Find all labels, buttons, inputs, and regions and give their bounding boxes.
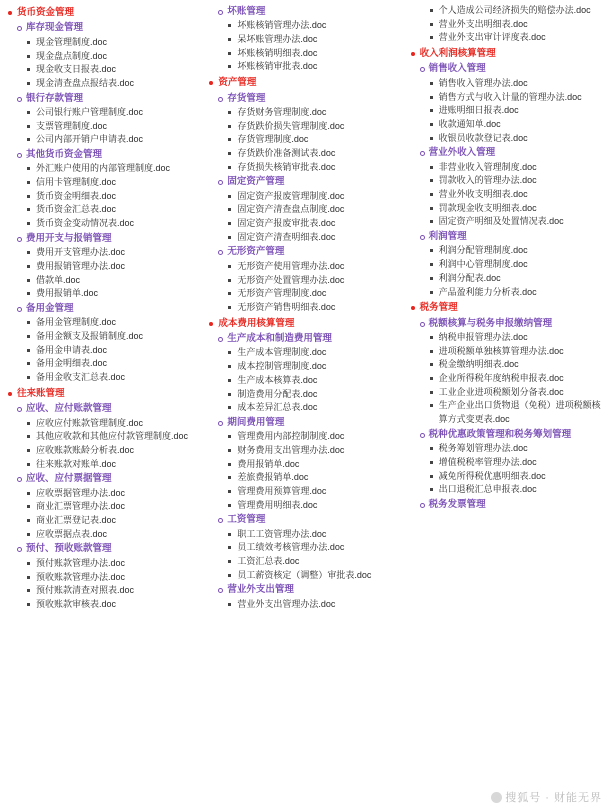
document-item[interactable]: 制造费用分配表.doc [207,388,400,402]
outline-list-1 [6,6,199,612]
document-item[interactable]: 费用报销单.doc [207,458,400,472]
document-item[interactable]: 销售方式与收入计量的管理办法.doc [409,91,602,105]
document-item[interactable]: 收款通知单.doc [409,118,602,132]
document-item[interactable]: 应收票据管理办法.doc [6,487,199,501]
document-item[interactable]: 外汇账户使用的内部管理制度.doc [6,162,199,176]
document-item[interactable]: 员工绩效考核管理办法.doc [207,541,400,555]
document-item[interactable]: 备用金明细表.doc [6,357,199,371]
subsection-heading: 银行存款管理 [6,92,199,106]
document-item[interactable]: 商业汇票管理办法.doc [6,500,199,514]
document-item[interactable]: 无形资产销售明细表.doc [207,301,400,315]
subsection-heading: 应收、应付账款管理 [6,402,199,416]
document-item[interactable]: 成本差异汇总表.doc [207,401,400,415]
document-item[interactable]: 预付账款清查对照表.doc [6,584,199,598]
document-item[interactable]: 存货管理制度.doc [207,133,400,147]
document-item[interactable]: 现金收支日报表.doc [6,63,199,77]
document-item[interactable]: 公司内部开销户申请表.doc [6,133,199,147]
document-item[interactable]: 进账明细日报表.doc [409,104,602,118]
document-item[interactable]: 固定资产清查盘点制度.doc [207,203,400,217]
document-item[interactable]: 呆坏账管理办法.doc [207,33,400,47]
document-item[interactable]: 营业外支出管理办法.doc [207,598,400,612]
document-item[interactable]: 固定资产报废审批表.doc [207,217,400,231]
subsection-heading: 预付、预收账款管理 [6,542,199,556]
document-item[interactable]: 货币资金变动情况表.doc [6,217,199,231]
document-item[interactable]: 无形资产使用管理办法.doc [207,260,400,274]
section-heading: 成本费用核算管理 [207,317,400,331]
watermark [491,789,602,805]
document-item[interactable]: 商业汇票登记表.doc [6,514,199,528]
document-item[interactable]: 无形资产处置管理办法.doc [207,274,400,288]
document-item[interactable]: 备用金管理制度.doc [6,316,199,330]
document-item[interactable]: 出口退税汇总申报表.doc [409,483,602,497]
document-item[interactable]: 生产成本核算表.doc [207,374,400,388]
document-item[interactable]: 备用金收支汇总表.doc [6,371,199,385]
document-item[interactable]: 信用卡管理制度.doc [6,176,199,190]
document-item[interactable]: 预收账款审核表.doc [6,598,199,612]
document-item[interactable]: 应收应付账款管理制度.doc [6,417,199,431]
section-heading: 收入利润核算管理 [409,47,602,61]
document-item[interactable]: 备用金申请表.doc [6,344,199,358]
document-item[interactable]: 营业外收支明细表.doc [409,188,602,202]
document-item[interactable]: 现金管理制度.doc [6,36,199,50]
watermark-text: 搜狐号 · 财能无界 [505,792,602,804]
document-item[interactable]: 预付账款管理办法.doc [6,557,199,571]
watermark-logo-icon [491,792,502,803]
document-item[interactable]: 生产企业出口货物退（免税）进项税额核算方式变更表.doc [409,399,602,426]
document-item[interactable]: 财务费用支出管理办法.doc [207,444,400,458]
document-item[interactable]: 坏账核销管理办法.doc [207,19,400,33]
document-item[interactable]: 企业所得税年度纳税申报表.doc [409,372,602,386]
document-item[interactable]: 固定资产明细及处置情况表.doc [409,215,602,229]
document-item[interactable]: 存货跌价损失管理制度.doc [207,120,400,134]
section-heading: 货币资金管理 [6,6,199,20]
section-heading: 资产管理 [207,76,400,90]
document-item[interactable]: 公司银行账户管理制度.doc [6,106,199,120]
document-item[interactable]: 无形资产管理制度.doc [207,287,400,301]
subsection-heading: 期间费用管理 [207,416,400,430]
document-item[interactable]: 其他应收款和其他应付款管理制度.doc [6,430,199,444]
subsection-heading: 工资管理 [207,513,400,527]
document-item[interactable]: 货币资金明细表.doc [6,190,199,204]
document-item[interactable]: 减免所得税优惠明细表.doc [409,470,602,484]
document-item[interactable]: 坏账核销明细表.doc [207,47,400,61]
subsection-heading: 营业外支出管理 [207,583,400,597]
subsection-heading: 销售收入管理 [409,62,602,76]
subsection-heading: 其他货币资金管理 [6,148,199,162]
document-item[interactable]: 纳税申报管理办法.doc [409,331,602,345]
subsection-heading: 固定资产管理 [207,175,400,189]
document-item[interactable]: 应收账款账龄分析表.doc [6,444,199,458]
document-item[interactable]: 进项税额单独核算管理办法.doc [409,345,602,359]
section-heading: 税务管理 [409,301,602,315]
document-item[interactable]: 备用金额支及报销制度.doc [6,330,199,344]
subsection-heading: 备用金管理 [6,302,199,316]
document-item[interactable]: 固定资产报废管理制度.doc [207,190,400,204]
subsection-heading: 营业外收入管理 [409,146,602,160]
document-item[interactable]: 销售收入管理办法.doc [409,77,602,91]
document-item[interactable]: 个人造成公司经济损失的赔偿办法.doc [409,4,602,18]
document-item[interactable]: 营业外支出审计评度表.doc [409,31,602,45]
document-item[interactable]: 利润分配表.doc [409,272,602,286]
document-item[interactable]: 费用报销单.doc [6,287,199,301]
document-item[interactable]: 生产成本管理制度.doc [207,346,400,360]
document-item[interactable]: 收银员收款登记表.doc [409,132,602,146]
document-item[interactable]: 坏账核销审批表.doc [207,60,400,74]
document-item[interactable]: 管理费用明细表.doc [207,499,400,513]
document-item[interactable]: 支票管理制度.doc [6,120,199,134]
document-item[interactable]: 固定资产清查明细表.doc [207,231,400,245]
document-item[interactable]: 借款单.doc [6,274,199,288]
document-item[interactable]: 工业企业进项税额划分备表.doc [409,386,602,400]
document-item[interactable]: 税务筹划管理办法.doc [409,442,602,456]
document-item[interactable]: 货币资金汇总表.doc [6,203,199,217]
section-heading: 往来账管理 [6,387,199,401]
document-item[interactable]: 差旅费报销单.doc [207,471,400,485]
subsection-heading: 生产成本和制造费用管理 [207,332,400,346]
document-item[interactable]: 利润分配管理制度.doc [409,244,602,258]
subsection-heading: 利润管理 [409,230,602,244]
document-item[interactable]: 费用报销管理办法.doc [6,260,199,274]
subsection-heading: 费用开支与报销管理 [6,232,199,246]
document-item[interactable]: 存货财务管理制度.doc [207,106,400,120]
document-item[interactable]: 应收票据点表.doc [6,528,199,542]
document-item[interactable]: 费用开支管理办法.doc [6,246,199,260]
column-2 [203,4,404,807]
subsection-heading: 税种优惠政策管理和税务筹划管理 [409,428,602,442]
document-item[interactable]: 往来账款对账单.doc [6,458,199,472]
document-item[interactable]: 预收账款管理办法.doc [6,571,199,585]
document-item[interactable]: 罚款现金收支明细表.doc [409,202,602,216]
document-item[interactable]: 产品盈利能力分析表.doc [409,286,602,300]
document-item[interactable]: 管理费用内部控制制度.doc [207,430,400,444]
document-item[interactable]: 现金盘点制度.doc [6,50,199,64]
outline-list-2 [207,5,400,612]
column-1 [2,4,203,807]
subsection-heading: 库存现金管理 [6,21,199,35]
column-3 [405,4,606,807]
outline-list-3 [409,4,602,512]
document-item[interactable]: 非营业收入管理制度.doc [409,161,602,175]
document-item[interactable]: 管理费用预算管理.doc [207,485,400,499]
document-item[interactable]: 利润中心管理制度.doc [409,258,602,272]
document-item[interactable]: 职工工资管理办法.doc [207,528,400,542]
subsection-heading: 税额核算与税务申报缴纳管理 [409,317,602,331]
document-item[interactable]: 员工薪资核定（调整）审批表.doc [207,569,400,583]
subsection-heading: 存货管理 [207,92,400,106]
document-item[interactable]: 成本控制管理制度.doc [207,360,400,374]
subsection-heading: 无形资产管理 [207,245,400,259]
subsection-heading: 税务发票管理 [409,498,602,512]
document-item[interactable]: 工资汇总表.doc [207,555,400,569]
document-item[interactable]: 存货损失核销审批表.doc [207,161,400,175]
subsection-heading: 应收、应付票据管理 [6,472,199,486]
document-item[interactable]: 营业外支出明细表.doc [409,18,602,32]
document-item[interactable]: 存货跌价准备测试表.doc [207,147,400,161]
document-item[interactable]: 罚款收入的管理办法.doc [409,174,602,188]
subsection-heading: 坏账管理 [207,5,400,19]
document-item[interactable]: 增值税税率管理办法.doc [409,456,602,470]
document-item[interactable]: 税金缴纳明细表.doc [409,358,602,372]
document-item[interactable]: 现金清查盘点报结表.doc [6,77,199,91]
